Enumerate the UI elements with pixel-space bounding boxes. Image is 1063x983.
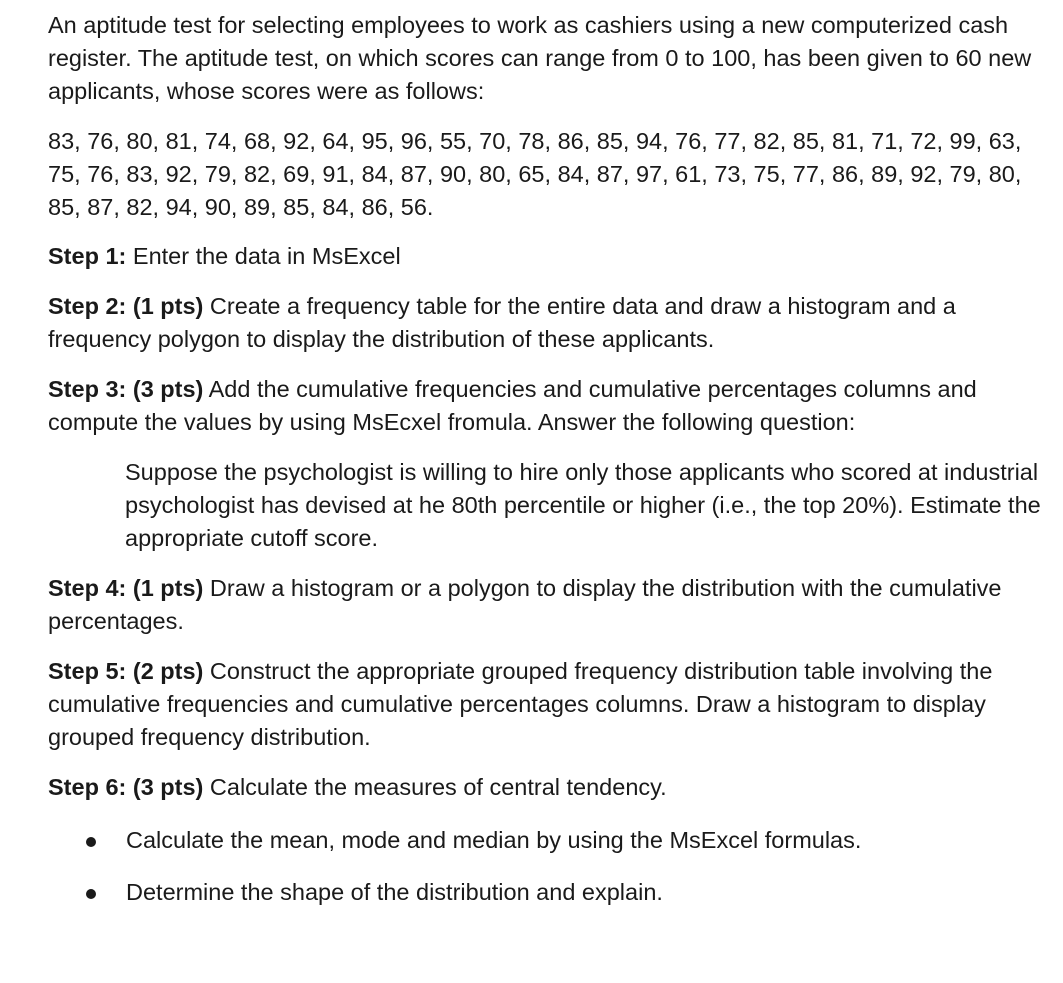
step-3 [48,373,1048,439]
step-5-label: Step 5: (2 pts) [48,658,204,684]
step-3-question: Suppose the psychologist is willing to hire only those applicants who scored at industrial psychologist has devised at he 80th percentile or higher (i.e., the top 20%). Estimate the appropriate cutoff score. [125,459,1041,551]
step-2-text: Create a frequency table for the entire data and draw a histogram and a frequency polygon to display the distribution of these applicants. [48,293,956,352]
step-3-text: Add the cumulative frequencies and cumulative percentages columns and compute the values by using MsEcxel fromula. Answer the following question: [48,376,977,435]
step-3-label: Step 3: (3 pts) [48,376,204,402]
bullet-icon [86,889,96,899]
bullet-icon [86,837,96,847]
step-2-label: Step 2: (1 pts) [48,293,204,319]
step-5 [48,655,1048,754]
list-item-text: Calculate the mean, mode and median by using the MsExcel formulas. [126,827,862,853]
step-6-text: Calculate the measures of central tendency. [203,774,667,800]
step-1 [48,240,1048,273]
step-6-bullet-list [48,824,1048,909]
list-item [48,876,1048,909]
step-1-label: Step 1: [48,243,127,269]
list-item [48,824,1048,857]
step-6-label: Step 6: (3 pts) [48,774,204,800]
assignment-document [48,9,1048,928]
step-1-text: Enter the data in MsExcel [126,243,401,269]
step-4-text: Draw a histogram or a polygon to display the distribution with the cumulative percentages. [48,575,1002,634]
step-4 [48,572,1048,638]
step-2 [48,290,1048,356]
step-5-text: Construct the appropriate grouped frequency distribution table involving the cumulative frequencies and cumulative percentages columns. Draw a histogram to display grouped frequency distribution. [48,658,993,750]
list-item-text: Determine the shape of the distribution and explain. [126,879,663,905]
intro-paragraph: An aptitude test for selecting employees to work as cashiers using a new computerized cash register. The aptitude test, on which scores can range from 0 to 100, has been given to 60 new applicants, whose scores were as follows: [48,12,1032,104]
step-4-label: Step 4: (1 pts) [48,575,204,601]
step-6 [48,771,1048,804]
scores-list: 83, 76, 80, 81, 74, 68, 92, 64, 95, 96, 55, 70, 78, 86, 85, 94, 76, 77, 82, 85, 81, 71, 72, 99, 63, 75, 76, 83, 92, 79, 82, 69, 91, 84, 87, 90, 80, 65, 84, 87, 97, 61, 73, 75, 77, 86, 89, 92, 79, 80, 85, 87, 82, 94, 90, 89, 85, 84, 86, 56. [48,128,1022,220]
